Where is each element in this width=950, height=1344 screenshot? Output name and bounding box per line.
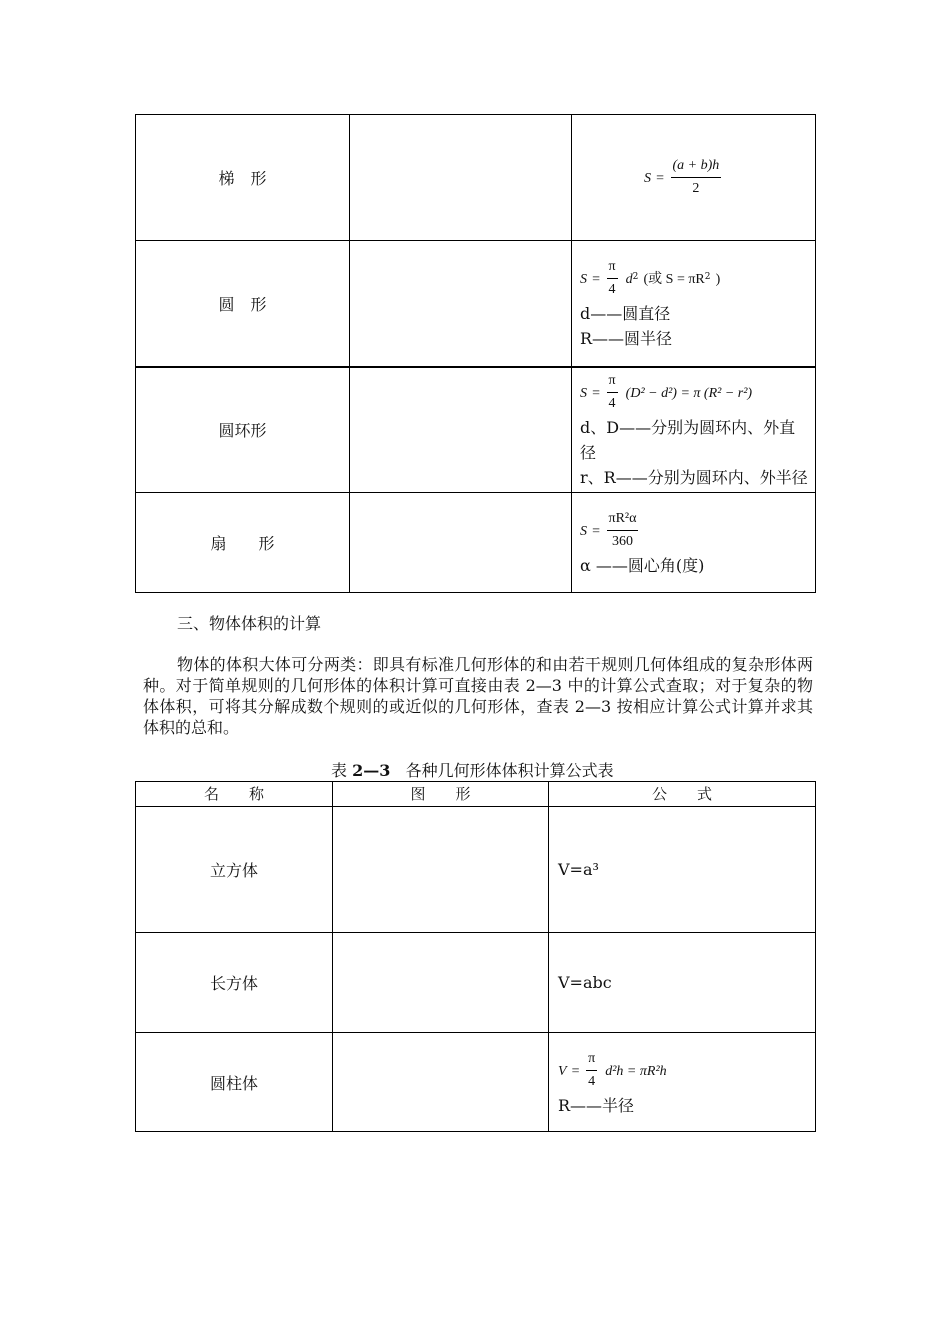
shape-name: 立方体 [136,807,333,933]
fraction [586,1048,597,1093]
fraction [607,370,618,415]
formula-lhs: S [580,385,587,401]
formula-cell: S = $\frac{\text{πR²α}}{360}$ α ——圆心角(度) [572,493,816,593]
header-name: 名 称 [136,782,333,807]
area-formula-table [135,114,816,593]
denominator: 4 [608,281,616,297]
shape-name: 扇 形 [136,493,350,593]
body-paragraph: 物体的体积大体可分两类：即具有标准几何形体的和由若干规则几何体组成的复杂形体两种。对于简单规则的几何形体的体积计算可直接由表 2—3 中的计算公式查取；对于复杂的物体体积，可将其分解成数个规则的或近似的几何形体，查表 2—3 按相应计算公式计算并求其体积的总和。 [143,655,813,737]
formula-lhs: S [580,523,587,539]
table-header-row [136,782,816,807]
shape-figure-cell [333,807,549,933]
numerator: π [607,256,618,279]
volume-formula-table [135,781,816,1132]
fraction [607,256,618,301]
numerator: π [586,1048,597,1071]
denominator: 360 [611,533,633,549]
section-title: 三、物体体积的计算 [177,614,322,633]
shape-name: 长方体 [136,933,333,1033]
note: r、R——分别为圆环内、外半径 [580,467,808,487]
denominator: 4 [608,395,616,411]
caption-prefix: 表 [331,761,353,780]
formula-cell: S = $\frac{\pi}{4}$ (D² − d²) = π (R² − r²) d、D——分别为圆环内、外直径 r、R——分别为圆环内、外半径 [572,367,816,493]
shape-figure-cell [350,367,572,493]
table-caption [331,761,614,781]
fraction [671,155,722,200]
fraction [607,508,639,553]
note: R——圆半径 [580,328,673,348]
shape-figure-cell [333,933,549,1033]
shape-name: 圆 形 [136,241,350,367]
table-row [136,241,816,367]
formula-tail: (D² − d²) = π (R² − r²) [625,385,753,401]
numerator: (a + b)h [671,155,722,178]
formula-cell: V=abc [549,933,816,1033]
header-figure: 图 形 [333,782,549,807]
note: d——圆直径 [580,303,671,323]
denominator: 2 [692,181,700,196]
shape-name: 圆环形 [136,367,350,493]
header-formula: 公 式 [549,782,816,807]
shape-name: 圆柱体 [136,1033,333,1132]
note: d、D——分别为圆环内、外直径 [580,417,796,462]
table-row [136,115,816,241]
formula-alt-close: ) [715,271,721,287]
table-row [136,493,816,593]
table-row [136,1033,816,1132]
formula-lhs: S [644,171,651,186]
table-row [136,807,816,933]
denominator: 4 [588,1074,596,1089]
formula-cell: S = $\frac{\pi}{4}$ $d^2$ (或 $S = \pi R^2$ ) d——圆直径 R——圆半径 [572,241,816,367]
shape-figure-cell [350,493,572,593]
caption-title: 各种几何形体体积计算公式表 [405,761,614,780]
formula-alt: (或 S = πR [643,271,705,287]
table-row [136,367,816,493]
shape-figure-cell [350,241,572,367]
numerator: π [607,370,618,393]
formula-cell: S = $\frac{(a + b)h}{2}$ [572,115,816,241]
formula-tail: d [625,271,633,287]
note: α ——圆心角(度) [580,555,705,575]
formula-lhs: S [580,271,587,287]
formula-tail: d²h = πR²h [605,1064,667,1079]
numerator: πR²α [607,508,639,531]
formula-cell: V = $\frac{\pi}{4}$ d²h = πR²h R——半径 [549,1033,816,1132]
note: R——半径 [558,1096,635,1115]
shape-figure-cell [333,1033,549,1132]
shape-name: 梯 形 [136,115,350,241]
caption-number: 2—3 [352,761,391,780]
formula-lhs: V [558,1064,567,1079]
table-row [136,933,816,1033]
shape-figure-cell [350,115,572,241]
formula-cell: V=a³ [549,807,816,933]
